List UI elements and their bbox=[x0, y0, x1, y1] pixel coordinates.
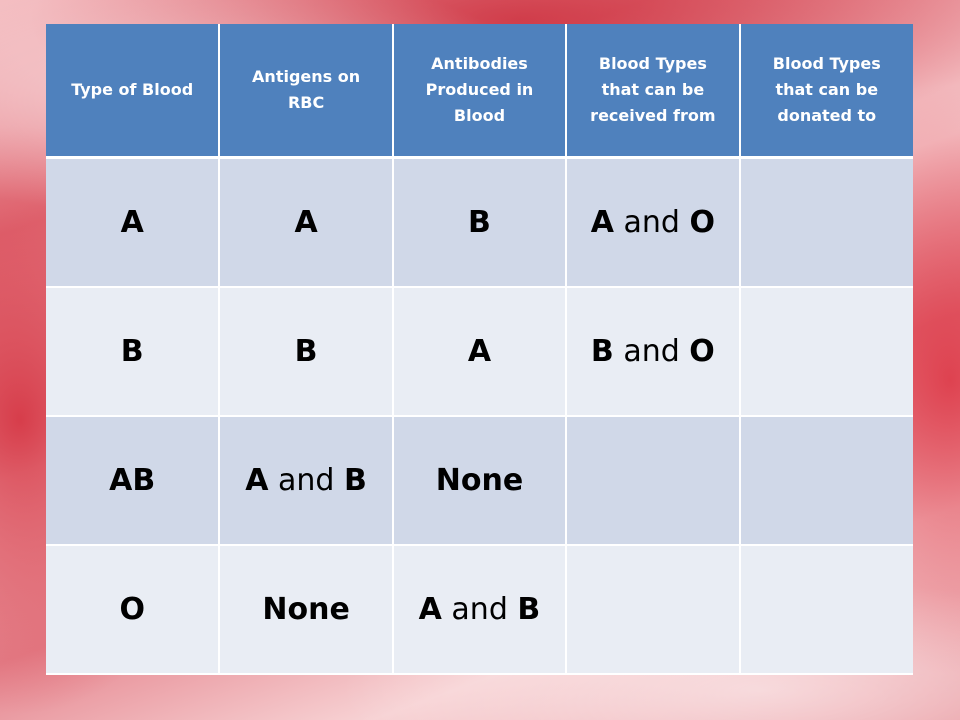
received-first: B bbox=[590, 334, 614, 369]
cell-antigens: B bbox=[219, 287, 392, 416]
cell-antigens: A bbox=[219, 158, 392, 288]
header-row bbox=[46, 24, 913, 158]
cell-type: A bbox=[46, 158, 219, 288]
cell-donated-to bbox=[740, 545, 913, 674]
cell-received-from bbox=[566, 545, 739, 674]
cell-received-from bbox=[566, 287, 739, 416]
cell-donated-to bbox=[740, 287, 913, 416]
antibodies-second: B bbox=[517, 592, 541, 627]
received-joiner: and bbox=[613, 334, 690, 369]
table-row bbox=[46, 416, 913, 545]
table-row bbox=[46, 545, 913, 674]
cell-donated-to bbox=[740, 416, 913, 545]
cell-type: O bbox=[46, 545, 219, 674]
cell-received-from bbox=[566, 416, 739, 545]
cell-donated-to bbox=[740, 158, 913, 288]
header-donated-to: Blood Types that can be donated to bbox=[740, 24, 913, 158]
cell-antibodies: None bbox=[393, 416, 566, 545]
antibodies-first: A bbox=[418, 592, 442, 627]
received-first: A bbox=[590, 205, 614, 240]
antibodies-joiner: and bbox=[441, 592, 518, 627]
cell-received-from bbox=[566, 158, 739, 288]
header-antibodies: Antibodies Produced in Blood bbox=[393, 24, 566, 158]
antigens-first: A bbox=[245, 463, 269, 498]
cell-type: B bbox=[46, 287, 219, 416]
received-joiner: and bbox=[613, 205, 690, 240]
table bbox=[46, 24, 913, 675]
table-row bbox=[46, 158, 913, 288]
header-type-of-blood: Type of Blood bbox=[46, 24, 219, 158]
cell-antibodies: A bbox=[393, 287, 566, 416]
header-antigens: Antigens on RBC bbox=[219, 24, 392, 158]
header-received-from: Blood Types that can be received from bbox=[566, 24, 739, 158]
antigens-second: B bbox=[344, 463, 367, 498]
received-second: O bbox=[689, 334, 715, 369]
cell-antibodies: B bbox=[393, 158, 566, 288]
blood-type-table bbox=[46, 24, 913, 668]
received-second: O bbox=[689, 205, 715, 240]
cell-antigens: None bbox=[219, 545, 392, 674]
table-row bbox=[46, 287, 913, 416]
cell-type: AB bbox=[46, 416, 219, 545]
antigens-joiner: and bbox=[268, 463, 345, 498]
cell-antigens bbox=[219, 416, 392, 545]
cell-antibodies bbox=[393, 545, 566, 674]
